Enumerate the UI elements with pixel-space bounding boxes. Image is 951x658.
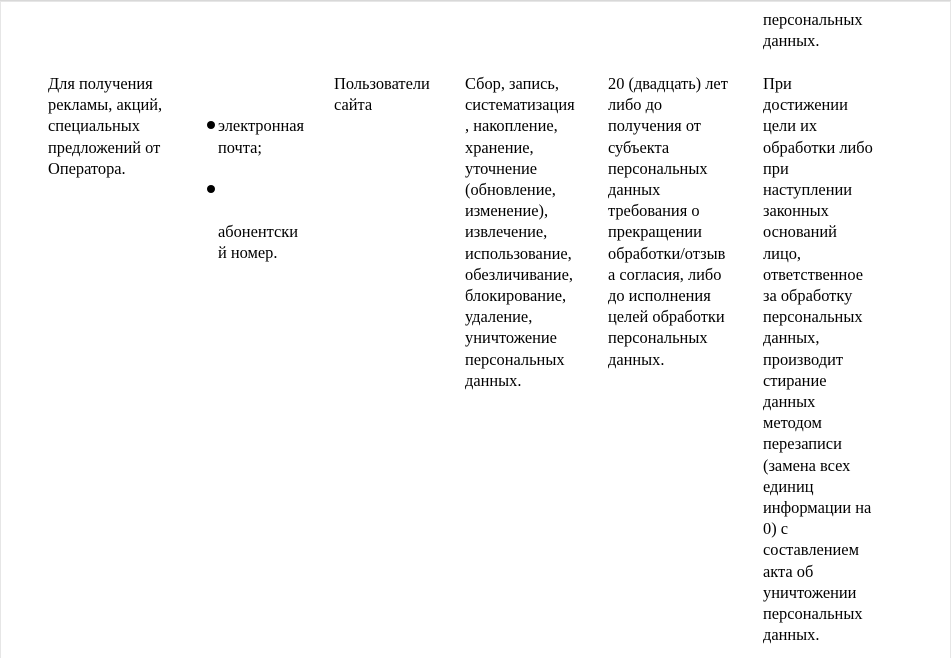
page-left-edge [0, 1, 1, 658]
data-item-email-text: электронная почта; [218, 116, 305, 157]
cell-period: 20 (двадцать) лет либо до получения от субъекта персональных данных требования о прекращении обработки/отзыв а согласия, либо до исполнения целей обработки персональных данных. [608, 74, 728, 369]
cell-subjects: Пользователи сайта [334, 74, 430, 115]
page-top-edge [0, 1, 951, 2]
previous-row-retention-tail: персональных данных. [763, 10, 863, 51]
data-item-phone-text: абонентски й номер. [218, 222, 299, 263]
data-items-list [207, 94, 322, 284]
cell-data-items [207, 73, 322, 306]
data-item-email [207, 115, 322, 157]
data-item-phone [207, 179, 322, 263]
cell-destruction: При достижении цели их обработки либо при наступлении законных оснований лицо, ответственное за обработку персональных данных, производит стирание данных методом перезаписи (замена всех единиц информации на 0) с составлением акта об уничтожении персональных данных. [763, 74, 873, 645]
cell-actions: Сбор, запись, систематизация , накопление, хранение, уточнение (обновление, изменение), извлечение, использование, обезличивание, блокирование, удаление, уничтожение персональных данных. [465, 74, 575, 390]
cell-purpose: Для получения рекламы, акций, специальных предложений от Оператора. [48, 74, 163, 178]
